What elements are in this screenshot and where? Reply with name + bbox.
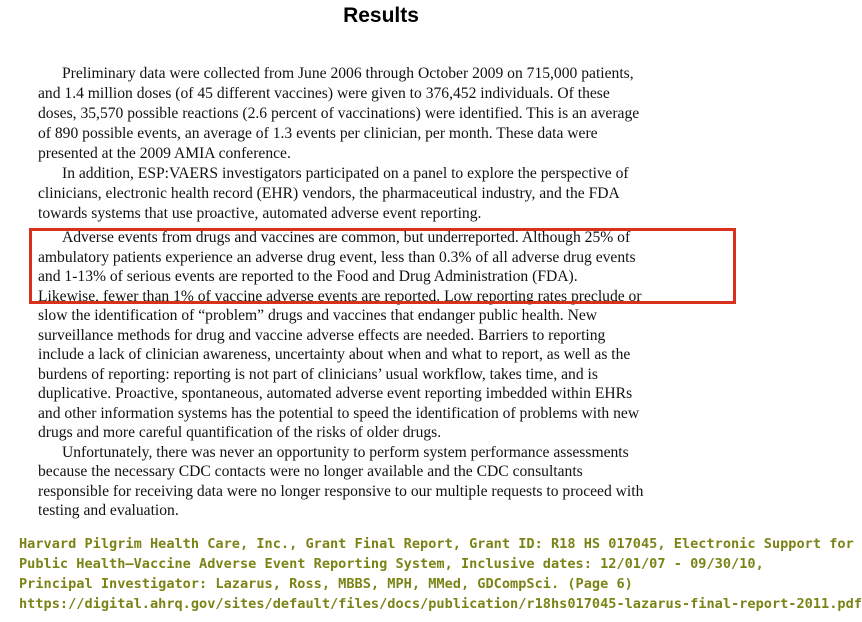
p2-line: clinicians, electronic health record (EHR) vendors, the pharmaceutical industry, and the FDA — [38, 185, 620, 202]
p2-line: towards systems that use proactive, automated adverse event reporting. — [38, 205, 482, 222]
page-title: Results — [343, 4, 419, 27]
p1-line: doses, 35,570 possible reactions (2.6 percent of vaccinations) were identified. This is an average — [38, 105, 640, 122]
highlight-box — [29, 228, 736, 304]
p3-line: Adverse events from drugs and vaccines are common, but underreported. Although 25% of — [62, 229, 631, 246]
citation-line: Harvard Pilgrim Health Care, Inc., Grant Final Report, Grant ID: R18 HS 017045, Electronic Support for — [19, 536, 854, 552]
p3-line: include a lack of clinician awareness, uncertainty about when and what to report, as well as the — [38, 346, 631, 363]
citation-line: Public Health–Vaccine Adverse Event Reporting System, Inclusive dates: 12/01/07 - 09/30/10, — [19, 556, 764, 572]
p3-line: and other information systems has the potential to speed the identification of problems with new — [38, 405, 640, 422]
p3-line: surveillance methods for drug and vaccine adverse effects are needed. Barriers to reporting — [38, 327, 606, 344]
citation-url: https://digital.ahrq.gov/sites/default/files/docs/publication/r18hs017045-lazarus-final-report-2011.pdf — [19, 596, 862, 612]
p1-line: presented at the 2009 AMIA conference. — [38, 145, 291, 162]
p3-line: Likewise, fewer than 1% of vaccine adverse events are reported. Low reporting rates preclude or — [38, 288, 642, 305]
p4-line: because the necessary CDC contacts were no longer available and the CDC consultants — [38, 463, 583, 480]
p2-line: In addition, ESP:VAERS investigators participated on a panel to explore the perspective of — [62, 165, 629, 182]
p4-line: testing and evaluation. — [38, 502, 179, 519]
p3-line: duplicative. Proactive, spontaneous, automated adverse event reporting imbedded within EHRs — [38, 385, 633, 402]
p1-line: and 1.4 million doses (of 45 different vaccines) were given to 376,452 individuals. Of these — [38, 85, 610, 102]
p4-line: responsible for receiving data were no longer responsive to our multiple requests to proceed with — [38, 483, 644, 500]
p3-line: drugs and more careful quantification of the risks of older drugs. — [38, 424, 442, 441]
p1-line: Preliminary data were collected from June 2006 through October 2009 on 715,000 patients, — [62, 65, 634, 82]
p4-line: Unfortunately, there was never an opportunity to perform system performance assessments — [62, 444, 629, 461]
p3-line: and 1-13% of serious events are reported to the Food and Drug Administration (FDA). — [38, 268, 578, 285]
p3-line: burdens of reporting: reporting is not part of clinicians’ usual workflow, takes time, and is — [38, 366, 598, 383]
p3-line: slow the identification of “problem” drugs and vaccines that endanger public health. New — [38, 307, 598, 324]
citation-line: Principal Investigator: Lazarus, Ross, MBBS, MPH, MMed, GDCompSci. (Page 6) — [19, 576, 633, 592]
p3-line: ambulatory patients experience an adverse drug event, less than 0.3% of all adverse drug events — [38, 249, 636, 266]
p1-line: of 890 possible events, an average of 1.3 events per clinician, per month. These data were — [38, 125, 598, 142]
